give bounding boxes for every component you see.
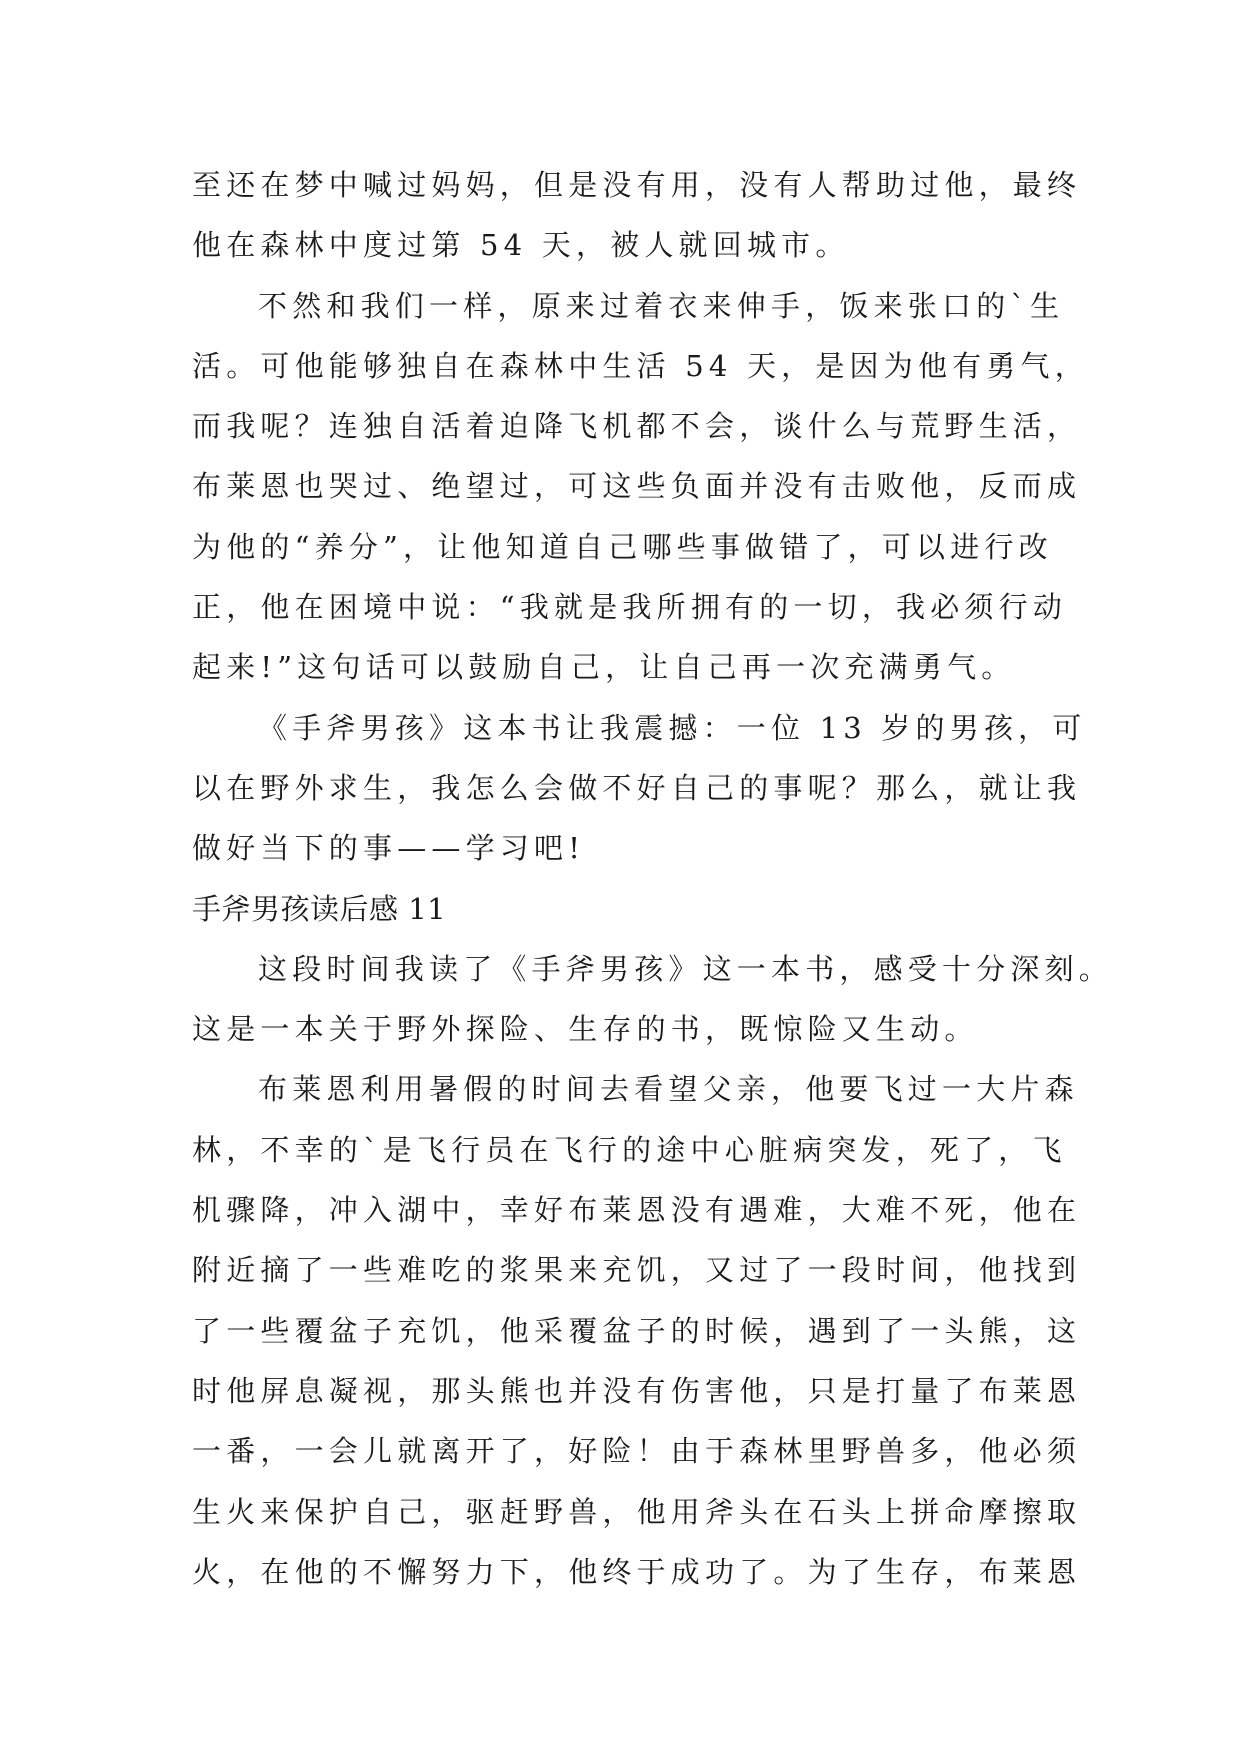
text-line: 布莱恩也哭过、绝望过，可这些负面并没有击败他，反而成 [192,469,1082,504]
text-line: 生火来保护自己，驱赶野兽，他用斧头在石头上拼命摩擦取 [192,1494,1082,1529]
text-line: 起来!”这句话可以鼓励自己，让自己再一次充满勇气。 [192,650,1016,685]
text-line: 以在野外求生，我怎么会做不好自己的事呢？那么，就让我 [192,770,1082,805]
text-line: 了一些覆盆子充饥，他采覆盆子的时候，遇到了一头熊，这 [192,1313,1082,1348]
text-line: 一番，一会儿就离开了，好险！由于森林里野兽多，他必须 [192,1434,1082,1469]
text-line: 做好当下的事——学习吧! [192,831,586,866]
section-heading: 手斧男孩读后感 11 [192,891,447,926]
text-line: 正，他在困境中说：“我就是我所拥有的一切，我必须行动 [192,590,1068,625]
text-line: 火，在他的不懈努力下，他终于成功了。为了生存，布莱恩 [192,1554,1082,1589]
text-line: 为他的“养分”，让他知道自己哪些事做错了，可以进行改 [192,529,1053,564]
text-line: 他在森林中度过第 54 天，被人就回城市。 [192,228,850,263]
paragraph-start-line: 不然和我们一样，原来过着衣来伸手，饭来张口的`生 [258,288,1065,323]
text-line: 这是一本关于野外探险、生存的书，既惊险又生动。 [192,1012,979,1047]
paragraph-start-line: 《手斧男孩》这本书让我震撼：一位 13 岁的男孩，可 [258,710,1087,745]
text-line: 活。可他能够独自在森林中生活 54 天，是因为他有勇气， [192,348,1089,383]
text-line: 附近摘了一些难吃的浆果来充饥，又过了一段时间，他找到 [192,1253,1082,1288]
document-page [192,155,1114,1602]
text-line: 机骤降，冲入湖中，幸好布莱恩没有遇难，大难不死，他在 [192,1193,1082,1228]
paragraph-start-line: 这段时间我读了《手斧男孩》这一本书，感受十分深刻。 [258,951,1114,986]
text-line: 林，不幸的`是飞行员在飞行的途中心脏病突发，死了，飞 [192,1132,1067,1167]
text-line: 时他屏息凝视，那头熊也并没有伤害他，只是打量了布莱恩 [192,1373,1082,1408]
text-line: 至还在梦中喊过妈妈，但是没有用，没有人帮助过他，最终 [192,168,1082,202]
text-line: 而我呢？连独自活着迫降飞机都不会，谈什么与荒野生活， [192,409,1082,444]
paragraph-start-line: 布莱恩利用暑假的时间去看望父亲，他要飞过一大片森 [258,1072,1079,1107]
